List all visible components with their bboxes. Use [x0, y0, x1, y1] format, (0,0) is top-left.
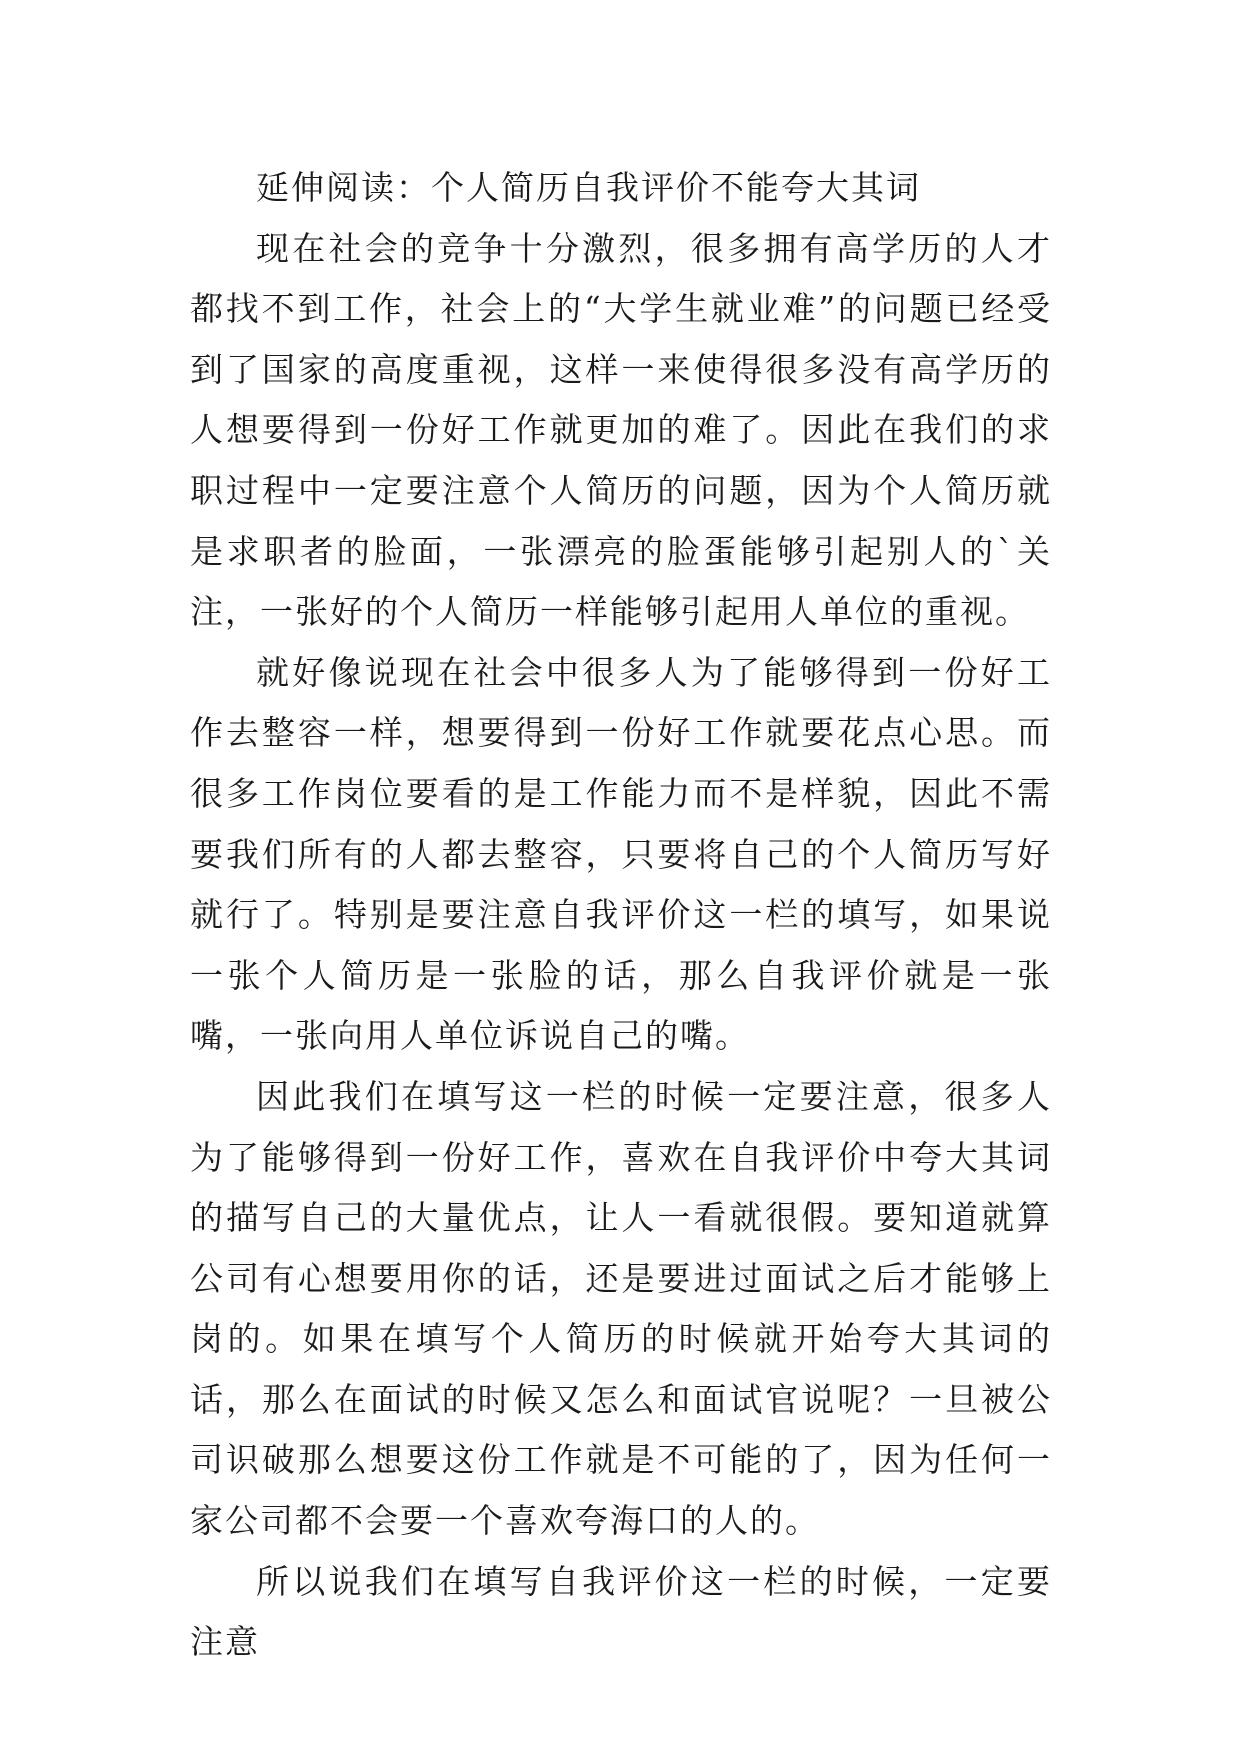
paragraph-1: 现在社会的竞争十分激烈，很多拥有高学历的人才都找不到工作，社会上的“大学生就业难”的问题已经受到了国家的高度重视，这样一来使得很多没有高学历的人想要得到一份好工作就更加的难了。因此在我们的求职过程中一定要注意个人简历的问题，因为个人简历就是求职者的脸面，一张漂亮的脸蛋能够引起别人的`关注，一张好的个人简历一样能够引起用人单位的重视。 [190, 228, 1052, 632]
paragraph-3: 因此我们在填写这一栏的时候一定要注意，很多人为了能够得到一份好工作，喜欢在自我评价中夸大其词的描写自己的大量优点，让人一看就很假。要知道就算公司有心想要用你的话，还是要进过面试之后才能够上岗的。如果在填写个人简历的时候就开始夸大其词的话，那么在面试的时候又怎么和面试官说呢？一旦被公司识破那么想要这份工作就是不可能的了，因为任何一家公司都不会要一个喜欢夸海口的人的。 [190, 1076, 1052, 1541]
paragraph-2: 就好像说现在社会中很多人为了能够得到一份好工作去整容一样，想要得到一份好工作就要花点心思。而很多工作岗位要看的是工作能力而不是样貌，因此不需要我们所有的人都去整容，只要将自己的个人简历写好就行了。特别是要注意自我评价这一栏的填写，如果说一张个人简历是一张脸的话，那么自我评价就是一张嘴，一张向用人单位诉说自己的嘴。 [190, 652, 1052, 1056]
document-body [190, 158, 1052, 1673]
paragraph-4: 所以说我们在填写自我评价这一栏的时候，一定要注意 [190, 1561, 1052, 1662]
document-title: 延伸阅读：个人简历自我评价不能夸大其词 [256, 168, 921, 207]
